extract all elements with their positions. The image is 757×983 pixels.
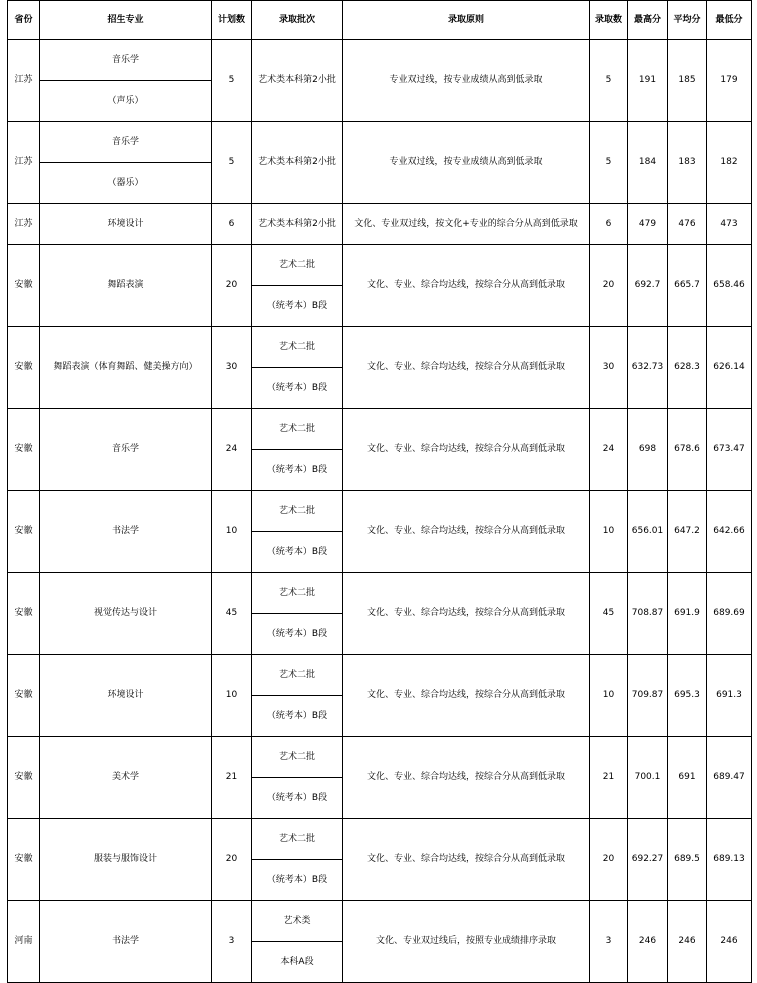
cell-major: 舞蹈表演（体育舞蹈、健美操方向） [40,327,212,409]
cell-avg-score: 691 [668,737,707,819]
cell-batch: 艺术类本科第2小批 [252,204,343,245]
cell-admitted: 21 [590,737,628,819]
header-major: 招生专业 [40,1,212,40]
cell-plan: 5 [212,122,252,204]
cell-admitted: 30 [590,327,628,409]
cell-min-score: 691.3 [707,655,752,737]
table-row [8,409,752,450]
cell-max-score: 692.27 [628,819,668,901]
header-principle: 录取原则 [343,1,590,40]
cell-major: 视觉传达与设计 [40,573,212,655]
cell-batch-sub: （统考本）B段 [252,614,343,655]
cell-principle: 文化、专业、综合均达线，按综合分从高到低录取 [343,245,590,327]
cell-avg-score: 691.9 [668,573,707,655]
cell-avg-score: 628.3 [668,327,707,409]
cell-min-score: 246 [707,901,752,983]
cell-province: 安徽 [8,327,40,409]
table-row [8,204,752,245]
table-row [8,122,752,163]
cell-batch-sub: （统考本）B段 [252,532,343,573]
cell-principle: 文化、专业双过线后，按照专业成绩排序录取 [343,901,590,983]
cell-province: 河南 [8,901,40,983]
cell-min-score: 689.47 [707,737,752,819]
cell-batch: 艺术类本科第2小批 [252,40,343,122]
cell-admitted: 24 [590,409,628,491]
cell-max-score: 632.73 [628,327,668,409]
cell-max-score: 692.7 [628,245,668,327]
cell-batch-sub: （统考本）B段 [252,860,343,901]
cell-avg-score: 183 [668,122,707,204]
cell-max-score: 700.1 [628,737,668,819]
cell-plan: 5 [212,40,252,122]
cell-major: 音乐学 [40,122,212,163]
cell-batch: 艺术二批 [252,245,343,286]
cell-principle: 专业双过线，按专业成绩从高到低录取 [343,40,590,122]
table-row [8,901,752,942]
cell-min-score: 182 [707,122,752,204]
cell-min-score: 673.47 [707,409,752,491]
table-row [8,573,752,614]
cell-major-sub: （器乐） [40,163,212,204]
cell-principle: 文化、专业、综合均达线，按综合分从高到低录取 [343,409,590,491]
cell-admitted: 6 [590,204,628,245]
table-body [8,40,752,983]
cell-min-score: 179 [707,40,752,122]
cell-batch: 艺术二批 [252,327,343,368]
cell-major: 美术学 [40,737,212,819]
cell-min-score: 626.14 [707,327,752,409]
cell-plan: 24 [212,409,252,491]
cell-avg-score: 246 [668,901,707,983]
cell-batch: 艺术二批 [252,819,343,860]
cell-province: 江苏 [8,122,40,204]
cell-batch-sub: （统考本）B段 [252,696,343,737]
header-row [8,1,752,40]
cell-max-score: 184 [628,122,668,204]
header-min-score: 最低分 [707,1,752,40]
cell-province: 江苏 [8,40,40,122]
cell-plan: 21 [212,737,252,819]
cell-province: 安徽 [8,409,40,491]
cell-principle: 专业双过线，按专业成绩从高到低录取 [343,122,590,204]
cell-max-score: 191 [628,40,668,122]
cell-batch-sub: 本科A段 [252,942,343,983]
cell-province: 安徽 [8,819,40,901]
cell-batch: 艺术二批 [252,737,343,778]
cell-avg-score: 665.7 [668,245,707,327]
cell-major: 音乐学 [40,40,212,81]
cell-province: 安徽 [8,245,40,327]
cell-avg-score: 185 [668,40,707,122]
admission-table [7,0,752,983]
cell-principle: 文化、专业、综合均达线，按综合分从高到低录取 [343,327,590,409]
cell-max-score: 698 [628,409,668,491]
table-row [8,655,752,696]
cell-principle: 文化、专业、综合均达线，按综合分从高到低录取 [343,819,590,901]
cell-admitted: 5 [590,40,628,122]
cell-principle: 文化、专业、综合均达线，按综合分从高到低录取 [343,491,590,573]
cell-admitted: 10 [590,655,628,737]
cell-admitted: 10 [590,491,628,573]
cell-plan: 20 [212,819,252,901]
cell-admitted: 45 [590,573,628,655]
cell-major: 音乐学 [40,409,212,491]
cell-admitted: 5 [590,122,628,204]
cell-avg-score: 647.2 [668,491,707,573]
cell-plan: 20 [212,245,252,327]
cell-province: 安徽 [8,491,40,573]
cell-batch: 艺术类 [252,901,343,942]
header-avg-score: 平均分 [668,1,707,40]
cell-plan: 3 [212,901,252,983]
table-row [8,491,752,532]
cell-min-score: 689.69 [707,573,752,655]
table-row [8,327,752,368]
cell-province: 安徽 [8,573,40,655]
table-row [8,245,752,286]
cell-max-score: 246 [628,901,668,983]
cell-min-score: 642.66 [707,491,752,573]
cell-principle: 文化、专业双过线，按文化+专业的综合分从高到低录取 [343,204,590,245]
cell-batch: 艺术二批 [252,491,343,532]
cell-province: 安徽 [8,737,40,819]
cell-major: 环境设计 [40,204,212,245]
cell-max-score: 708.87 [628,573,668,655]
cell-province: 江苏 [8,204,40,245]
cell-plan: 45 [212,573,252,655]
cell-batch: 艺术二批 [252,655,343,696]
cell-batch: 艺术二批 [252,409,343,450]
cell-batch-sub: （统考本）B段 [252,368,343,409]
cell-max-score: 709.87 [628,655,668,737]
cell-admitted: 20 [590,245,628,327]
header-max-score: 最高分 [628,1,668,40]
header-plan: 计划数 [212,1,252,40]
cell-major: 服装与服饰设计 [40,819,212,901]
cell-batch-sub: （统考本）B段 [252,450,343,491]
cell-plan: 10 [212,491,252,573]
cell-admitted: 3 [590,901,628,983]
cell-plan: 10 [212,655,252,737]
cell-principle: 文化、专业、综合均达线，按综合分从高到低录取 [343,737,590,819]
cell-principle: 文化、专业、综合均达线，按综合分从高到低录取 [343,573,590,655]
cell-major: 环境设计 [40,655,212,737]
cell-plan: 30 [212,327,252,409]
cell-province: 安徽 [8,655,40,737]
cell-min-score: 658.46 [707,245,752,327]
cell-max-score: 656.01 [628,491,668,573]
cell-major: 书法学 [40,491,212,573]
table-row [8,40,752,81]
cell-max-score: 479 [628,204,668,245]
header-batch: 录取批次 [252,1,343,40]
cell-batch-sub: （统考本）B段 [252,286,343,327]
cell-plan: 6 [212,204,252,245]
cell-major-sub: （声乐） [40,81,212,122]
cell-principle: 文化、专业、综合均达线，按综合分从高到低录取 [343,655,590,737]
cell-batch: 艺术类本科第2小批 [252,122,343,204]
table-row [8,819,752,860]
cell-major: 书法学 [40,901,212,983]
cell-admitted: 20 [590,819,628,901]
header-province: 省份 [8,1,40,40]
cell-batch: 艺术二批 [252,573,343,614]
cell-avg-score: 678.6 [668,409,707,491]
cell-min-score: 473 [707,204,752,245]
cell-min-score: 689.13 [707,819,752,901]
cell-avg-score: 689.5 [668,819,707,901]
cell-avg-score: 476 [668,204,707,245]
cell-avg-score: 695.3 [668,655,707,737]
header-admitted: 录取数 [590,1,628,40]
table-row [8,737,752,778]
cell-batch-sub: （统考本）B段 [252,778,343,819]
cell-major: 舞蹈表演 [40,245,212,327]
